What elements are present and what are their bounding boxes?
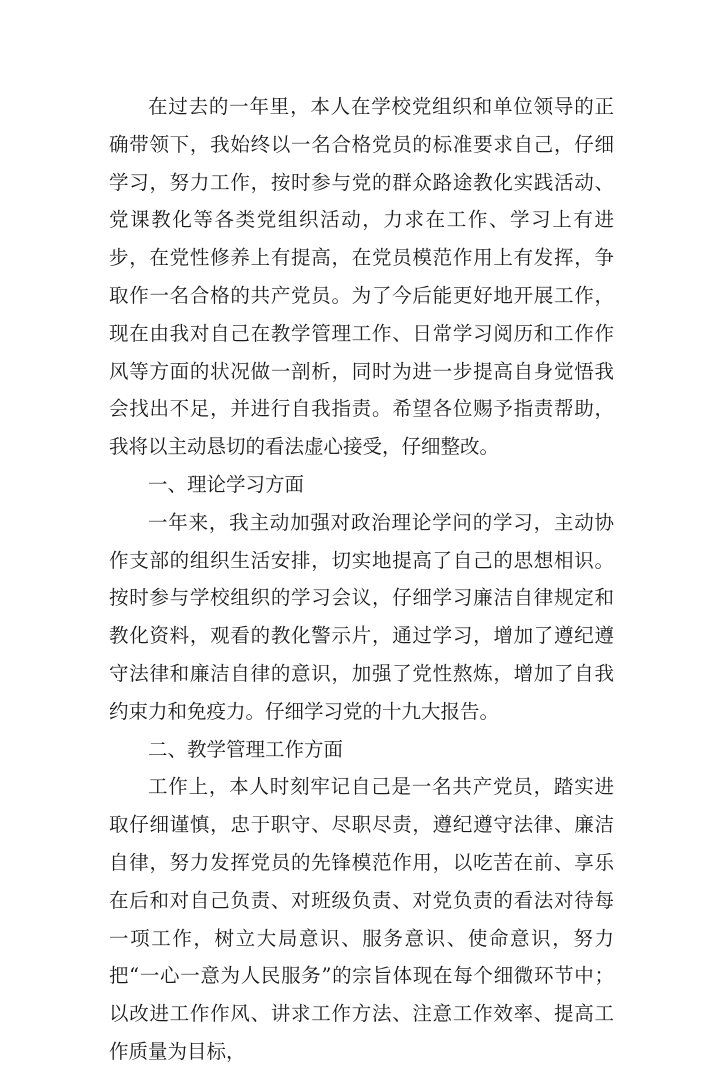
document-body bbox=[109, 88, 614, 1071]
paragraph-teaching-management: 工作上，本人时刻牢记自己是一名共产党员，踏实进取仔细谨慎，忠于职守、尽职尽责，遵纪遵守法律、廉洁自律，努力发挥党员的先锋模范作用，以吃苦在前、享乐在后和对自己负责、对班级负责、对党负责的看法对待每一项工作，树立大局意识、服务意识、使命意识，努力把“一心一意为人民服务”的宗旨体现在每个细微环节中；以改进工作作风、讲求工作方法、注意工作效率、提高工作质量为目标， bbox=[109, 775, 614, 1063]
paragraph-theory-study: 一年来，我主动加强对政治理论学问的学习，主动协作支部的组织生活安排，切实地提高了自己的思想相识。按时参与学校组织的学习会议，仔细学习廉洁自律规定和教化资料，观看的教化警示片，通过学习，增加了遵纪遵守法律和廉洁自律的意识，加强了党性熬炼，增加了自我约束力和免疫力。仔细学习党的十九大报告。 bbox=[109, 510, 614, 723]
paragraph-intro: 在过去的一年里，本人在学校党组织和单位领导的正确带领下，我始终以一名合格党员的标准要求自己，仔细学习，努力工作，按时参与党的群众路途教化实践活动、党课教化等各类党组织活动，力求在工作、学习上有进步，在党性修养上有提高，在党员模范作用上有发挥，争取作一名合格的共产党员。为了今后能更好地开展工作，现在由我对自己在教学管理工作、日常学习阅历和工作作风等方面的状况做一剖析，同时为进一步提高自身觉悟我会找出不足，并进行自我指责。希望各位赐予指责帮助，我将以主动恳切的看法虚心接受，仔细整改。 bbox=[109, 95, 614, 459]
section-heading-teaching-management: 二、教学管理工作方面 bbox=[148, 737, 344, 761]
section-heading-theory-study: 一、理论学习方面 bbox=[148, 472, 305, 496]
